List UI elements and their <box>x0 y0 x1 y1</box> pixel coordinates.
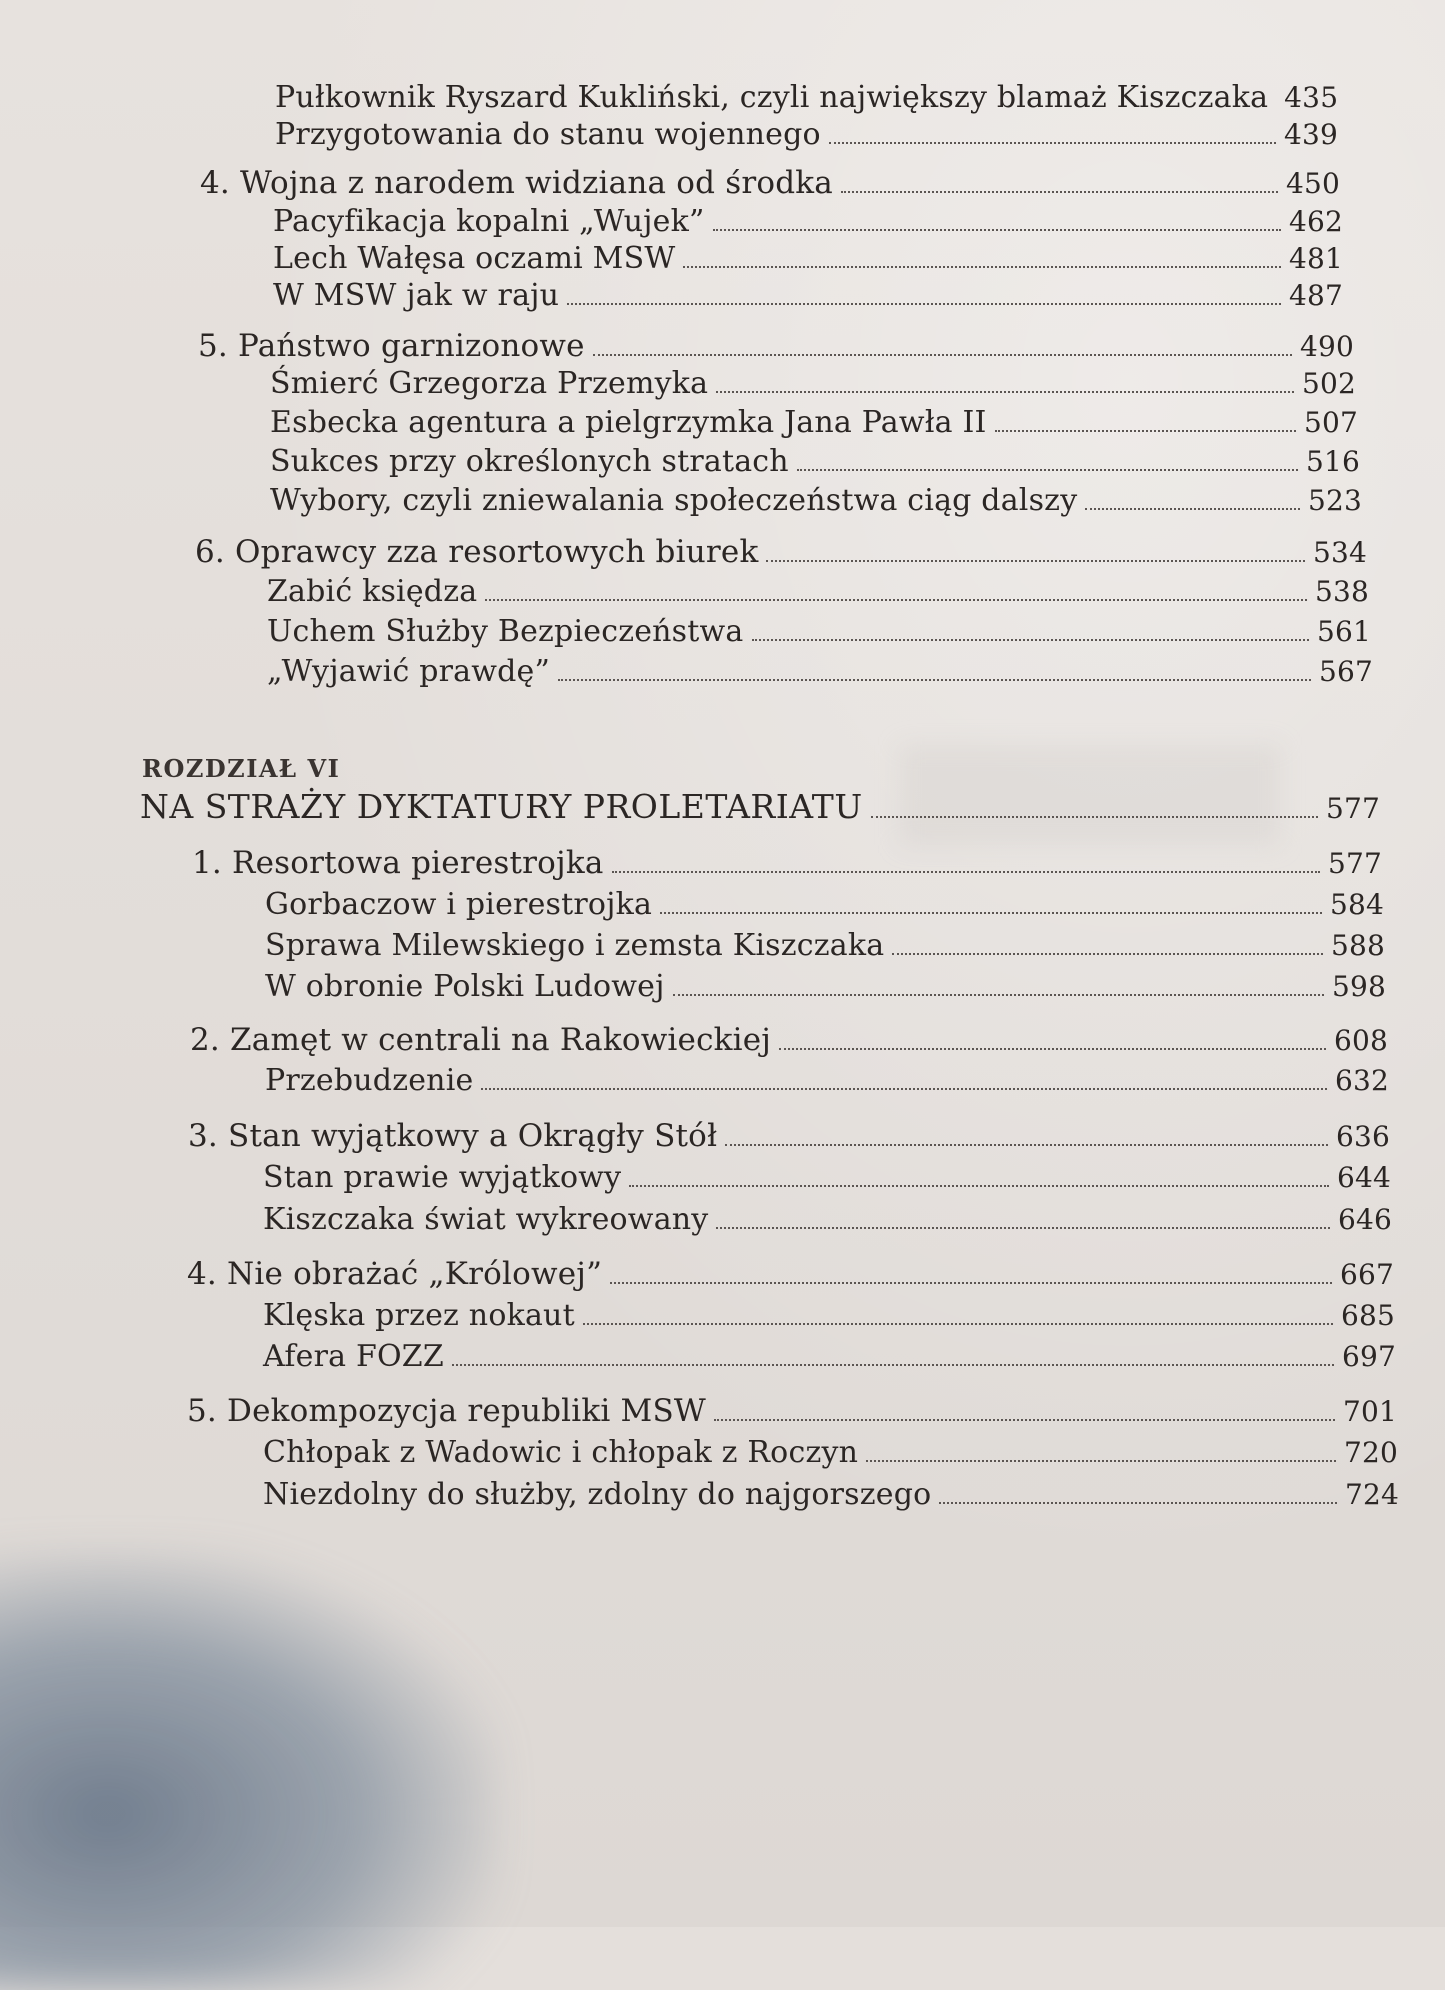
toc-entry-page: 507 <box>1303 406 1358 439</box>
toc-section-heading <box>187 1256 1394 1293</box>
toc-entry <box>263 1160 1391 1196</box>
toc-entry-label: 5. Dekompozycja republiki MSW <box>187 1393 706 1429</box>
toc-entry <box>270 483 1362 519</box>
toc-entry-page: 516 <box>1305 445 1360 478</box>
toc-entry <box>265 887 1384 923</box>
leader-dots <box>716 1225 1330 1229</box>
leader-dots <box>452 1362 1334 1366</box>
toc-entry-label: Sprawa Milewskiego i zemsta Kiszczaka <box>265 928 885 963</box>
toc-entry-page: 598 <box>1331 970 1386 1003</box>
chapter-title-text: NA STRAŻY DYKTATURY PROLETARIATU <box>140 787 863 826</box>
chapter-label: ROZDZIAŁ VI <box>142 754 341 783</box>
leader-dots <box>797 467 1298 471</box>
toc-entry-page: 567 <box>1318 655 1373 688</box>
toc-entry-label: Pułkownik Ryszard Kukliński, czyli największy blamaż Kiszczaka <box>275 80 1269 115</box>
leader-dots <box>892 951 1323 955</box>
toc-entry-page: 697 <box>1341 1340 1396 1373</box>
toc-entry-page: 720 <box>1343 1436 1398 1469</box>
toc-entry-label: Uchem Służby Bezpieczeństwa <box>267 614 744 649</box>
toc-entry-label: Esbecka agentura a pielgrzymka Jana Pawła II <box>270 405 987 440</box>
toc-entry-label: Pacyfikacja kopalni „Wujek” <box>273 204 705 239</box>
toc-entry-label: Wybory, czyli zniewalania społeczeństwa ciąg dalszy <box>270 483 1078 518</box>
toc-entry <box>263 1477 1399 1513</box>
toc-entry <box>267 614 1371 650</box>
toc-entry <box>270 444 1360 480</box>
toc-entry-label: 2. Zamęt w centrali na Rakowieckiej <box>190 1022 772 1058</box>
leader-dots <box>612 869 1320 873</box>
toc-section-heading <box>198 328 1354 365</box>
toc-entry <box>263 1298 1395 1334</box>
toc-entry-label: Afera FOZZ <box>263 1339 444 1374</box>
toc-entry-page: 523 <box>1307 484 1362 517</box>
leader-dots <box>567 301 1281 305</box>
hand-shadow <box>0 1550 500 1990</box>
toc-entry-label: Zabić księdza <box>267 574 478 609</box>
leader-dots <box>593 352 1292 356</box>
toc-entry <box>263 1202 1392 1238</box>
toc-entry-label: Sukces przy określonych stratach <box>270 444 789 479</box>
toc-entry-page: 502 <box>1301 367 1356 400</box>
toc-entry-page: 685 <box>1340 1299 1395 1332</box>
toc-entry-page: 608 <box>1333 1024 1388 1057</box>
toc-entry <box>263 1435 1398 1471</box>
toc-entry <box>263 1339 1396 1375</box>
leader-dots <box>485 597 1307 601</box>
toc-entry-page: 450 <box>1285 167 1340 200</box>
leader-dots <box>673 992 1324 996</box>
toc-section-heading <box>188 1118 1390 1155</box>
toc-entry-label: Przebudzenie <box>265 1063 474 1098</box>
toc-entry-label: Gorbaczow i pierestrojka <box>265 887 653 922</box>
toc-section-heading <box>192 845 1382 882</box>
toc-entry-label: Śmierć Grzegorza Przemyka <box>270 366 709 401</box>
toc-entry <box>267 574 1369 610</box>
toc-entry-label: 6. Oprawcy zza resortowych biurek <box>195 534 759 570</box>
toc-entry-page: 534 <box>1312 536 1367 569</box>
toc-entry-label: Klęska przez nokaut <box>263 1298 575 1333</box>
toc-entry-label: Chłopak z Wadowic i chłopak z Roczyn <box>263 1435 859 1470</box>
leader-dots <box>752 637 1309 641</box>
toc-entry-page: 490 <box>1299 330 1354 363</box>
toc-entry-label: Niezdolny do służby, zdolny do najgorszego <box>263 1477 932 1512</box>
toc-entry-page: 487 <box>1288 279 1343 312</box>
toc-entry-label: Stan prawie wyjątkowy <box>263 1160 622 1195</box>
toc-entry-page: 481 <box>1288 242 1343 275</box>
toc-entry-page: 577 <box>1327 847 1382 880</box>
toc-entry-label: Lech Wałęsa oczami MSW <box>273 241 676 276</box>
toc-entry <box>273 278 1343 314</box>
leader-dots <box>871 814 1318 818</box>
leader-dots <box>610 1280 1332 1284</box>
leader-dots <box>713 227 1281 231</box>
toc-section-heading <box>187 1393 1397 1430</box>
toc-entry-page: 462 <box>1288 205 1343 238</box>
leader-dots <box>683 264 1281 268</box>
leader-dots <box>841 189 1278 193</box>
toc-entry-page: 646 <box>1337 1203 1392 1236</box>
toc-entry-page: 701 <box>1342 1395 1397 1428</box>
leader-dots <box>583 1321 1333 1325</box>
toc-entry <box>265 1063 1389 1099</box>
toc-entry <box>270 366 1356 402</box>
leader-dots <box>714 1417 1335 1421</box>
toc-entry-label: 4. Nie obrażać „Królowej” <box>187 1256 603 1292</box>
leader-dots <box>1085 506 1300 510</box>
leader-dots <box>629 1183 1329 1187</box>
leader-dots <box>866 1458 1336 1462</box>
toc-entry-page: 667 <box>1339 1258 1394 1291</box>
chapter-page: 577 <box>1325 792 1380 825</box>
toc-section-heading <box>195 534 1367 571</box>
toc-entry <box>265 969 1386 1005</box>
toc-entry-label: 5. Państwo garnizonowe <box>198 328 585 364</box>
leader-dots <box>481 1086 1327 1090</box>
toc-entry <box>275 117 1338 153</box>
toc-entry-label: W obronie Polski Ludowej <box>265 969 665 1004</box>
toc-entry-page: 632 <box>1334 1064 1389 1097</box>
toc-entry-label: „Wyjawić prawdę” <box>267 654 550 689</box>
leader-dots <box>725 1142 1328 1146</box>
leader-dots <box>716 389 1294 393</box>
toc-entry-label: Przygotowania do stanu wojennego <box>275 117 821 152</box>
chapter-title <box>140 789 1380 827</box>
toc-entry-page: 644 <box>1336 1161 1391 1194</box>
toc-entry-page: 538 <box>1314 575 1369 608</box>
toc-entry-label: 4. Wojna z narodem widziana od środka <box>200 165 833 201</box>
toc-entry-label: 3. Stan wyjątkowy a Okrągły Stół <box>188 1118 718 1154</box>
toc-entry-page: 435 <box>1284 81 1339 114</box>
toc-entry-label: W MSW jak w raju <box>273 278 560 313</box>
toc-entry-page: 724 <box>1344 1478 1399 1511</box>
toc-entry <box>273 204 1343 240</box>
leader-dots <box>779 1046 1326 1050</box>
toc-entry-page: 584 <box>1329 888 1384 921</box>
toc-entry <box>270 405 1358 441</box>
toc-entry-label: 1. Resortowa pierestrojka <box>192 845 604 881</box>
toc-entry <box>265 928 1385 964</box>
leader-dots <box>939 1500 1337 1504</box>
toc-entry-page: 439 <box>1283 118 1338 151</box>
toc-entry <box>275 80 1338 116</box>
toc-entry-page: 561 <box>1316 615 1371 648</box>
toc-entry <box>267 654 1373 690</box>
leader-dots <box>829 140 1276 144</box>
toc-entry-page: 636 <box>1335 1120 1390 1153</box>
toc-entry-label: Kiszczaka świat wykreowany <box>263 1202 709 1237</box>
toc-entry-page: 588 <box>1330 929 1385 962</box>
toc-section-heading <box>190 1022 1388 1059</box>
leader-dots <box>660 910 1322 914</box>
leader-dots <box>766 558 1305 562</box>
leader-dots <box>558 677 1311 681</box>
leader-dots <box>995 428 1296 432</box>
toc-entry <box>273 241 1343 277</box>
toc-section-heading <box>200 165 1340 202</box>
